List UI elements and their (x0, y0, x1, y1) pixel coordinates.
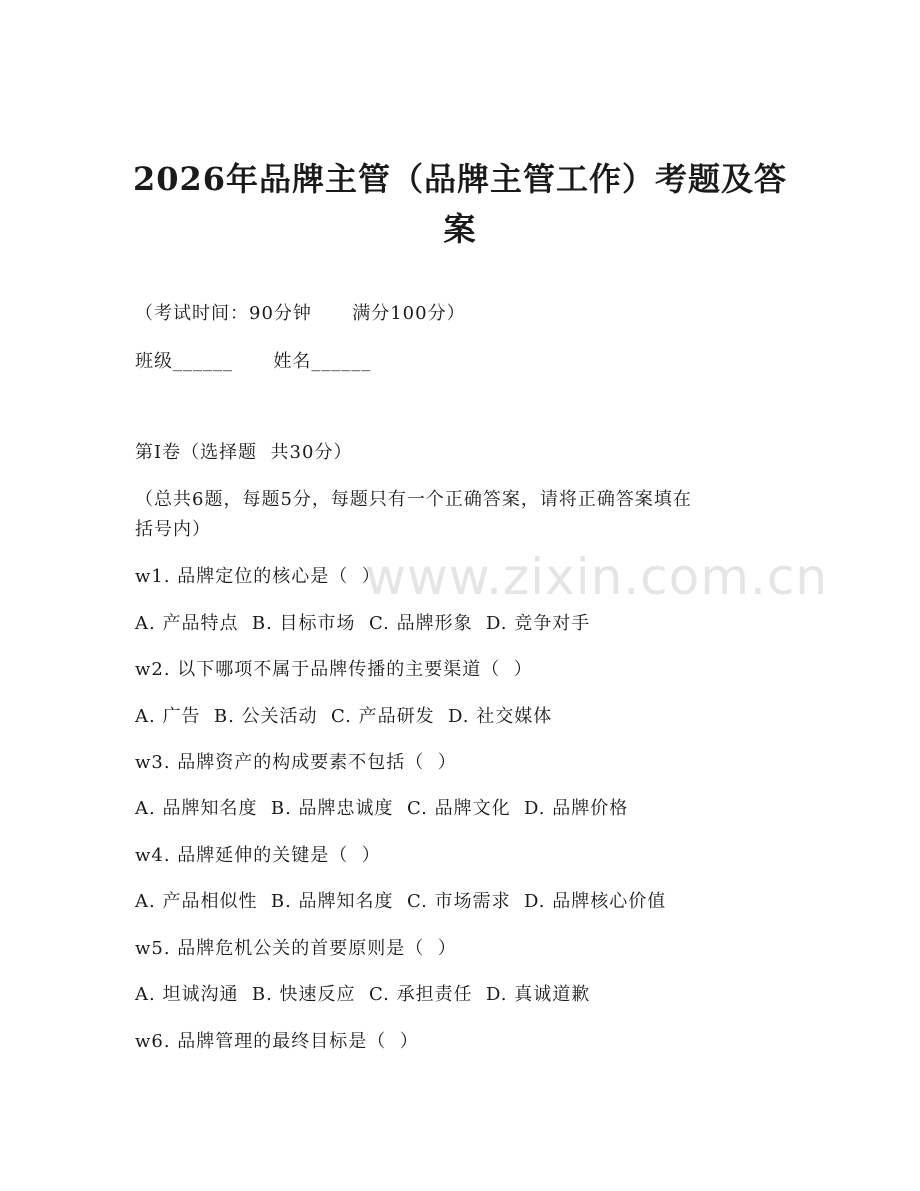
question-stem: w4. 品牌延伸的关键是（ ） (135, 845, 381, 866)
question-stem: w5. 品牌危机公关的首要原则是（ ） (135, 938, 457, 959)
question-options: A. 品牌知名度 B. 品牌忠诚度 C. 品牌文化 D. 品牌价格 (135, 798, 629, 819)
instructions-line-2: 括号内） (135, 519, 211, 540)
question-options: A. 坦诚沟通 B. 快速反应 C. 承担责任 D. 真诚道歉 (135, 984, 591, 1005)
question-options: A. 产品特点 B. 目标市场 C. 品牌形象 D. 竞争对手 (135, 613, 591, 634)
question-stem: w6. 品牌管理的最终目标是（ ） (135, 1031, 419, 1052)
class-name-fields: 班级______ 姓名______ (135, 351, 372, 372)
instructions-line-1: （总共6题，每题5分，每题只有一个正确答案，请将正确答案填在 (135, 489, 692, 510)
document-title-line-1: 2026年品牌主管（品牌主管工作）考题及答 (132, 160, 788, 198)
document-title-line-2: 案 (443, 210, 477, 248)
watermark: www.zixin.com.cn (365, 548, 829, 606)
exam-info: （考试时间：90分钟 满分100分） (135, 303, 466, 324)
section-heading: 第I卷（选择题 共30分） (135, 442, 353, 463)
question-stem: w3. 品牌资产的构成要素不包括（ ） (135, 752, 457, 773)
question-stem: w1. 品牌定位的核心是（ ） (135, 566, 381, 587)
question-options: A. 产品相似性 B. 品牌知名度 C. 市场需求 D. 品牌核心价值 (135, 891, 667, 912)
question-stem: w2. 以下哪项不属于品牌传播的主要渠道（ ） (135, 659, 533, 680)
question-options: A. 广告 B. 公关活动 C. 产品研发 D. 社交媒体 (135, 706, 553, 727)
